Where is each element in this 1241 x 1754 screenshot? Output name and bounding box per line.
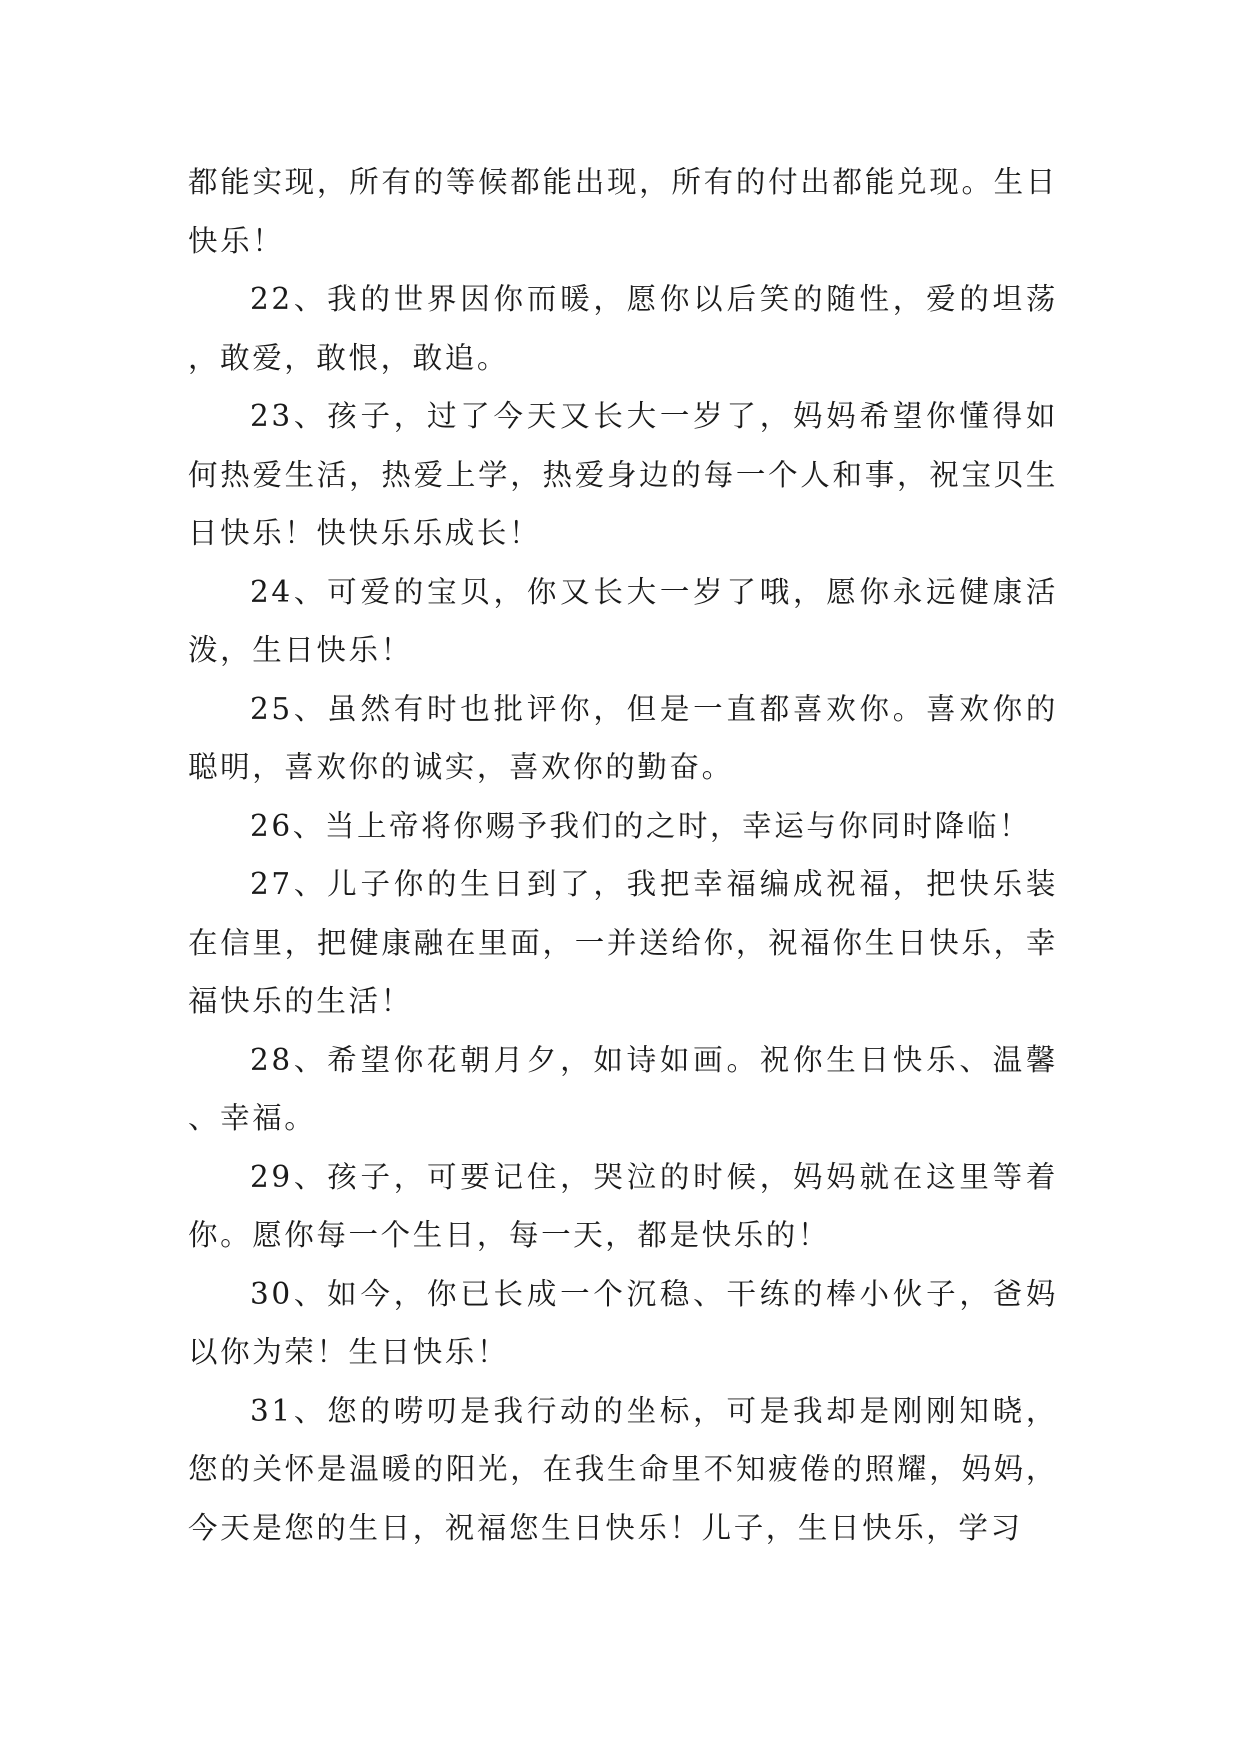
document-body bbox=[188, 153, 1058, 1557]
paragraph-continuation: 都能实现，所有的等候都能出现，所有的付出都能兑现。生日快乐！ bbox=[188, 165, 1058, 258]
paragraph-30: 30、如今，你已长成一个沉稳、干练的棒小伙子，爸妈以你为荣！生日快乐！ bbox=[188, 1276, 1058, 1369]
paragraph-26: 26、当上帝将你赐予我们的之时，幸运与你同时降临！ bbox=[250, 808, 1032, 843]
paragraph-28: 28、希望你花朝月夕，如诗如画。祝你生日快乐、温馨、幸福。 bbox=[188, 1042, 1058, 1135]
paragraph-23: 23、孩子，过了今天又长大一岁了，妈妈希望你懂得如何热爱生活，热爱上学，热爱身边的每一个人和事，祝宝贝生日快乐！快快乐乐成长！ bbox=[188, 399, 1058, 550]
paragraph-27: 27、儿子你的生日到了，我把幸福编成祝福，把快乐装在信里，把健康融在里面，一并送给你，祝福你生日快乐，幸福快乐的生活！ bbox=[188, 867, 1058, 1018]
paragraph-29: 29、孩子，可要记住，哭泣的时候，妈妈就在这里等着你。愿你每一个生日，每一天，都是快乐的！ bbox=[188, 1159, 1058, 1252]
paragraph-22: 22、我的世界因你而暖，愿你以后笑的随性，爱的坦荡，敢爱，敢恨，敢追。 bbox=[188, 282, 1058, 375]
paragraph-24: 24、可爱的宝贝，你又长大一岁了哦，愿你永远健康活泼，生日快乐！ bbox=[188, 574, 1058, 667]
paragraph-25: 25、虽然有时也批评你，但是一直都喜欢你。喜欢你的聪明，喜欢你的诚实，喜欢你的勤奋。 bbox=[188, 691, 1058, 784]
paragraph-31: 31、您的唠叨是我行动的坐标，可是我却是刚刚知晓，您的关怀是温暖的阳光，在我生命里不知疲倦的照耀，妈妈，今天是您的生日，祝福您生日快乐！儿子，生日快乐，学习 bbox=[188, 1393, 1058, 1545]
